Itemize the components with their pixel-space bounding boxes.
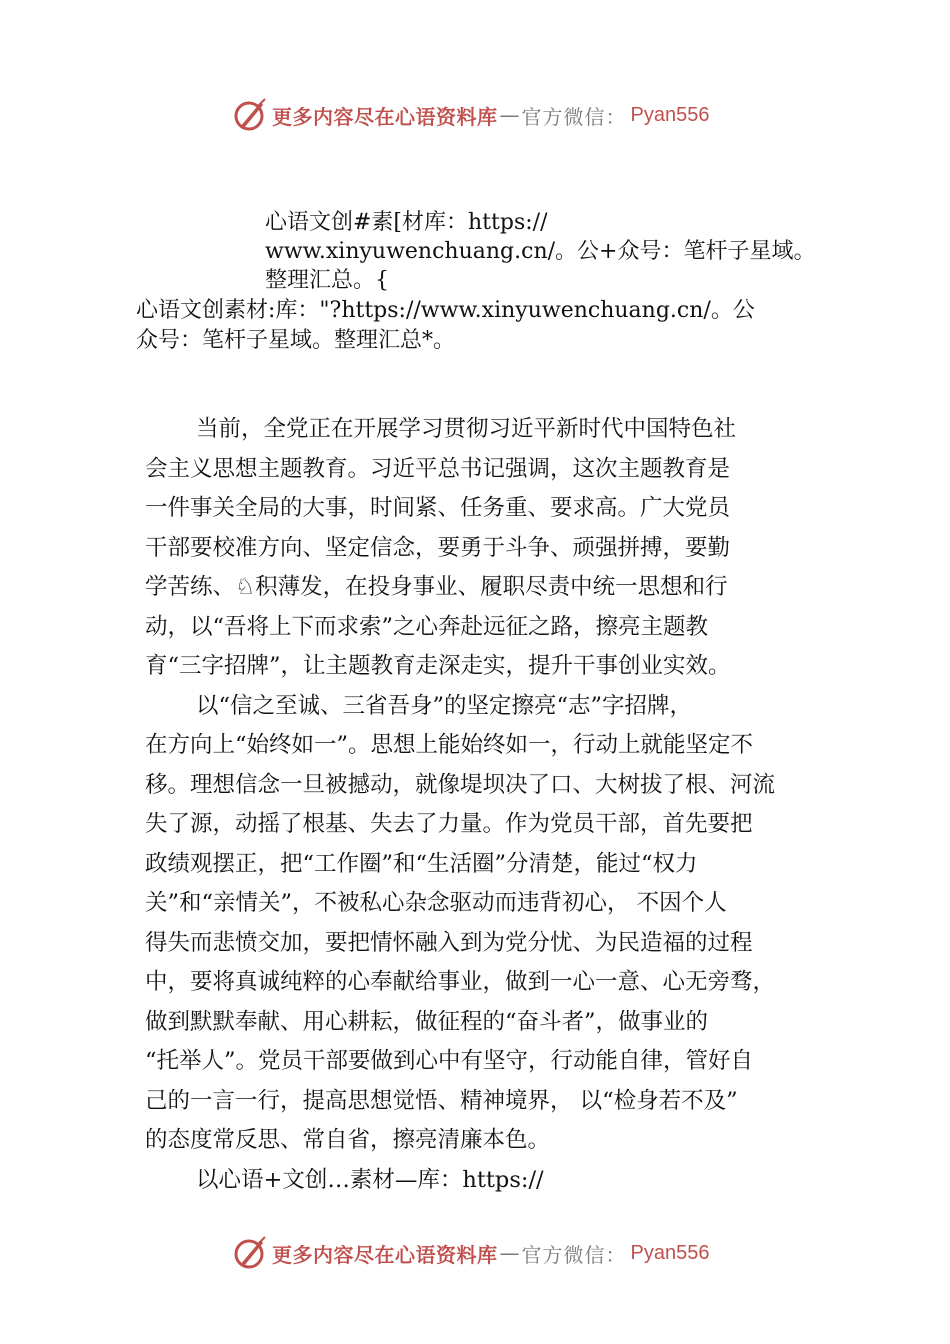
paragraph-line: 关”和“亲情关”，不被私心杂念驱动而违背初心， 不因个人 [145,890,727,916]
paragraph-line: 的态度常反思、常自省，擦亮清廉本色。 [145,1127,551,1153]
paragraph-line: 一件事关全局的大事，时间紧、任务重、要求高。广大党员 [145,495,731,521]
watermark-block-1 [265,208,865,295]
quill-logo-icon [232,1235,268,1271]
paragraph-line: 做到默默奉献、用心耕耘，做征程的“奋斗者”，做事业的 [145,1008,709,1035]
quill-logo-icon [232,97,268,133]
paragraph-line: 育“三字招牌”，让主题教育走深走实，提升干事创业实效。 [145,653,731,679]
watermark-line: www.xinyuwenchuang.cn/。公+众号：笔杆子星域。 [265,239,816,264]
banner-slogan: 更多内容尽在心语资料库 [272,1242,498,1267]
paragraph-line: 动，以“吾将上下而求索”之心奔赴远征之路，擦亮主题教 [145,613,709,640]
banner-wechat-id: Pyan556 [630,103,710,126]
watermark-line: 众号：笔杆子星域。整理汇总*。 [136,328,456,353]
paragraph-line: 在方向上“始终如一”。思想上能始终如一，行动上就能坚定不 [145,732,754,758]
document-body [145,410,835,1200]
watermark-line: 整理汇总。{ [265,268,389,293]
watermark-block-2 [136,296,836,356]
paragraph-line: 己的一言一行，提高思想觉悟、精神境界， 以“检身若不及” [145,1087,738,1114]
footer-banner [232,1233,709,1273]
watermark-line: 心语文创素材:库："?https://www.xinyuwenchuang.cn/。公 [136,298,755,323]
banner-dash: — [499,1241,520,1265]
watermark-line: 心语文创#素[材库：https:// [265,210,548,235]
paragraph-line: 得失而悲愤交加，要把情怀融入到为党分忧、为民造福的过程 [145,929,753,956]
paragraph-line: 失了源，动摇了根基、失去了力量。作为党员干部，首先要把 [145,811,753,837]
banner-slogan: 更多内容尽在心语资料库 [272,104,498,129]
paragraph-line: 移。理想信念一旦被撼动，就像堤坝决了口、大树拔了根、河流 [145,771,776,798]
paragraph-line: 政绩观摆正，把“工作圈”和“生活圈”分清楚，能过“权力 [145,850,698,877]
paragraph-line: 学苦练、♘积薄发，在投身事业、履职尽责中统一思想和行 [145,574,728,600]
paragraph-line: 当前，全党正在开展学习贯彻习近平新时代中国特色社 [196,416,737,442]
paragraph-line: 干部要校准方向、坚定信念，要勇于斗争、顽强拼搏，要勤 [145,534,731,561]
paragraph-line: 以“信之至诚、三省吾身”的坚定擦亮“志”字招牌， [196,692,693,719]
banner-wechat-label: 官方微信： [521,104,627,129]
banner-wechat-label: 官方微信： [521,1242,627,1267]
banner-wechat-id: Pyan556 [630,1241,710,1264]
paragraph-line: 中，要将真诚纯粹的心奉献给事业，做到一心一意、心无旁骛， [145,969,776,995]
header-banner [232,95,709,135]
banner-dash: — [499,103,520,127]
paragraph-line: 以心语+文创…素材—库：https:// [196,1166,544,1193]
paragraph-line: 会主义思想主题教育。习近平总书记强调，这次主题教育是 [145,455,731,482]
paragraph-line: “托举人”。党员干部要做到心中有坚守，行动能自律，管好自 [145,1048,754,1074]
